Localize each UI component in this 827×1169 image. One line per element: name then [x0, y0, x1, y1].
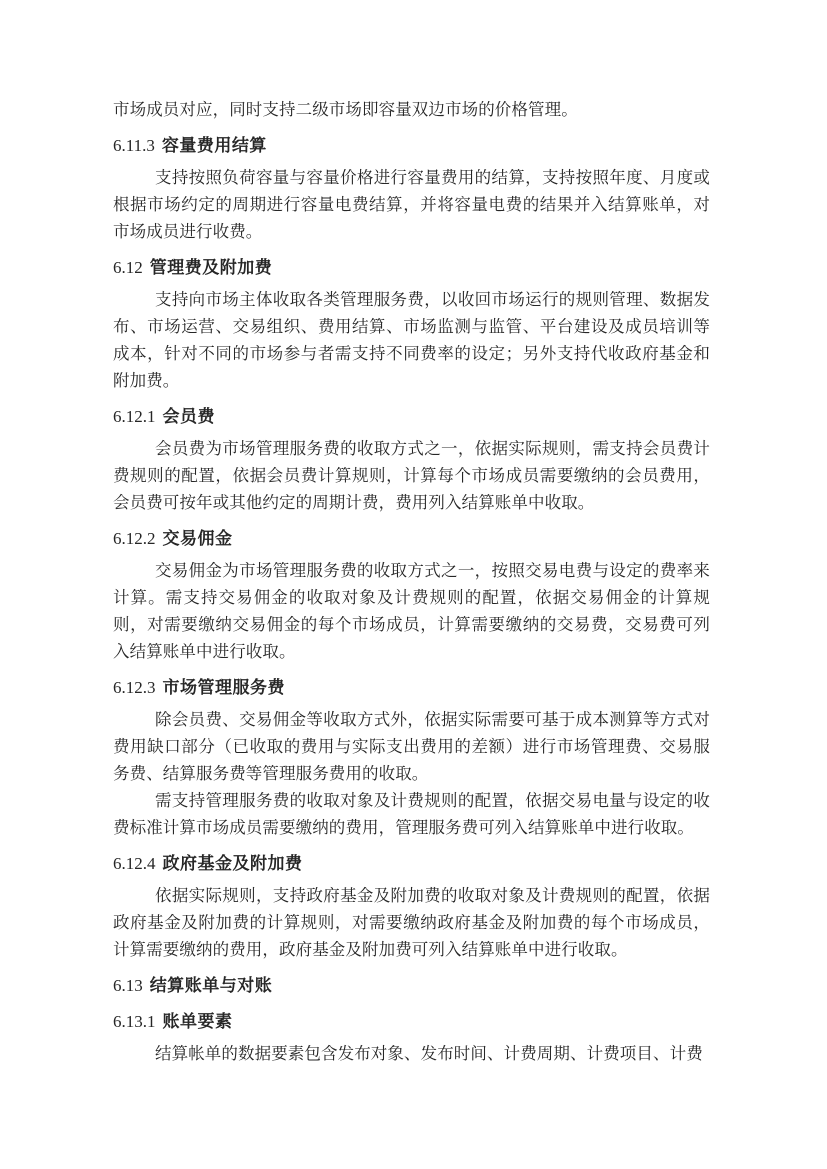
section-title: 账单要素	[162, 1012, 233, 1031]
paragraph: 依据实际规则，支持政府基金及附加费的收取对象及计费规则的配置，依据政府基金及附加费的计算规则，对需要缴纳政府基金及附加费的每个市场成员，计算需要缴纳的费用，政府基金及附加费可列入结算账单中进行收取。	[113, 886, 710, 959]
paragraph: 需支持管理服务费的收取对象及计费规则的配置，依据交易电量与设定的收费标准计算市场成员需要缴纳的费用，管理服务费可列入结算账单中进行收取。	[113, 791, 710, 837]
paragraph: 结算帐单的数据要素包含发布对象、发布时间、计费周期、计费项目、计费	[155, 1044, 703, 1063]
section-number: 6.12.4	[113, 854, 156, 873]
section-number: 6.13	[113, 976, 143, 995]
section-number: 6.12.2	[113, 529, 156, 548]
paragraph: 会员费为市场管理服务费的收取方式之一，依据实际规则，需支持会员费计费规则的配置，依据会员费计算规则，计算每个市场成员需要缴纳的会员费用，会员费可按年或其他约定的周期计费，费用列入结算账单中收取。	[113, 439, 710, 512]
section-title: 容量费用结算	[161, 136, 267, 155]
section-title: 政府基金及附加费	[162, 854, 303, 873]
section-heading-6.13.1	[113, 1008, 710, 1035]
section-number: 6.12.3	[113, 678, 156, 697]
section-title: 管理费及附加费	[149, 258, 273, 277]
section-title: 交易佣金	[162, 529, 233, 548]
section-heading-6.12.2	[113, 525, 710, 552]
section-title: 会员费	[162, 407, 215, 426]
document-content	[113, 96, 710, 1067]
paragraph: 除会员费、交易佣金等收取方式外，依据实际需要可基于成本测算等方式对费用缺口部分（已收取的费用与实际支出费用的差额）进行市场管理费、交易服务费、结算服务费等管理服务费用的收取。	[113, 710, 710, 783]
section-heading-6.12.3	[113, 674, 710, 701]
section-heading-6.13	[113, 972, 710, 999]
section-number: 6.12	[113, 258, 143, 277]
paragraph: 交易佣金为市场管理服务费的收取方式之一，按照交易电费与设定的费率来计算。需支持交易佣金的收取对象及计费规则的配置，依据交易佣金的计算规则，对需要缴纳交易佣金的每个市场成员，计算需要缴纳的交易费，交易费可列入结算账单中进行收取。	[113, 561, 710, 661]
section-title: 结算账单与对账	[149, 976, 273, 995]
section-number: 6.11.3	[113, 136, 155, 155]
paragraph: 市场成员对应，同时支持二级市场即容量双边市场的价格管理。	[113, 100, 578, 119]
section-heading-6.12.1	[113, 403, 710, 430]
section-heading-6.12.4	[113, 850, 710, 877]
paragraph: 支持按照负荷容量与容量价格进行容量费用的结算，支持按照年度、月度或根据市场约定的周期进行容量电费结算，并将容量电费的结果并入结算账单，对市场成员进行收费。	[113, 168, 710, 241]
section-heading-6.11.3	[113, 132, 710, 159]
paragraph: 支持向市场主体收取各类管理服务费，以收回市场运行的规则管理、数据发布、市场运营、交易组织、费用结算、市场监测与监管、平台建设及成员培训等成本，针对不同的市场参与者需支持不同费率的设定；另外支持代收政府基金和附加费。	[113, 290, 710, 390]
section-heading-6.12	[113, 254, 710, 281]
section-number: 6.13.1	[113, 1012, 156, 1031]
section-title: 市场管理服务费	[162, 678, 285, 697]
section-number: 6.12.1	[113, 407, 156, 426]
